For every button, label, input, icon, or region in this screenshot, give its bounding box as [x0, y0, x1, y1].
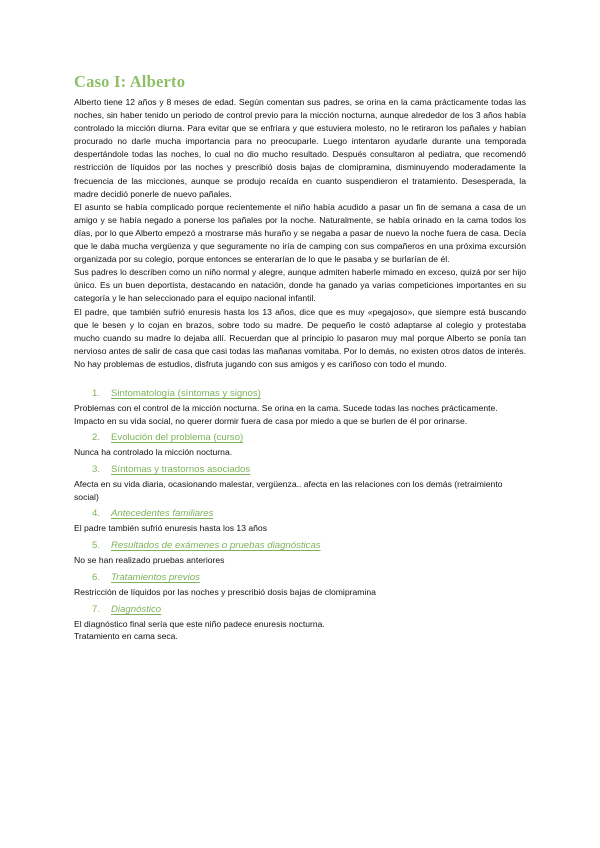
section-line: Nunca ha controlado la micción nocturna.	[74, 447, 233, 458]
paragraph: Sus padres lo describen como un niño normal y alegre, aunque admiten haberle mimado en exceso, quizá por ser hijo único. Es un buen deportista, destacando en natación, donde ha ganado ya varias competiciones importantes en su categoría y le han seleccionado para el equipo nacional infantil.	[74, 267, 526, 304]
section-line: No se han realizado pruebas anteriores	[74, 555, 225, 566]
section-line: Afecta en su vida diaria, ocasionando malestar, vergüenza.. afecta en las relaciones con los demás (retraimiento social)	[74, 479, 503, 502]
section-number: 5.	[91, 540, 100, 552]
case-title: Caso I: Alberto	[74, 72, 186, 91]
section-title: Síntomas y trastornos asociados	[111, 464, 251, 476]
section-number: 3.	[91, 464, 100, 476]
section-line: Problemas con el control de la micción nocturna. Se orina en la cama. Sucede todas las noches prácticamente.	[74, 402, 498, 413]
paragraph: El padre, que también sufrió enuresis hasta los 13 años, dice que es muy «pegajoso», que siempre está buscando que le besen y lo cojan en brazos, sobre todo su madre. De pequeño le costó adaptarse al colegio y protestaba mucho cuando su madre lo dejaba allí. Recuerdan que al principio lo pasaron muy mal porque Alberto se ponía tan nervioso antes de salir de casa que casi todas las mañanas vomitaba. Por lo demás, no existen otros datos de interés. No hay problemas de estudios, disfruta jugando con sus amigos y es cariñoso con todo el mundo.	[74, 306, 526, 369]
section-heading	[74, 539, 526, 552]
section-line: El diagnóstico final sería que este niño padece enuresis nocturna.	[74, 618, 325, 629]
paragraph: El asunto se había complicado porque recientemente el niño había acudido a pasar un fin de semana a casa de un amigo y se había negado a ponerse los pañales por la noche. Naturalmente, se había orinado en la cama todos los días, por lo que Alberto empezó a mostrarse más huraño y se negaba a pasar de nuevo la noche fuera de casa. Decía que le daba mucha vergüenza y que seguramente no iría de camping con sus compañeros en una próxima excursión organizada por su colegio, porque entonces se enterarían de lo que le pasaba y se burlarían de él.	[74, 201, 526, 265]
section-heading	[74, 603, 526, 616]
section-line: Impacto en su vida social, no querer dormir fuera de casa por miedo a que se burlen de él por orinarse.	[74, 415, 468, 426]
section-line: El padre también sufrió enuresis hasta los 13 años	[74, 523, 267, 534]
section-line: Restricción de líquidos por las noches y prescribió dosis bajas de clomipramina	[74, 586, 376, 597]
section-number: 4.	[91, 508, 100, 520]
section-title: Resultados de exámenes o pruebas diagnósticas	[111, 540, 321, 552]
section-heading	[74, 431, 526, 444]
section-heading	[74, 463, 526, 476]
section-number: 2.	[91, 432, 100, 444]
section-number: 1.	[91, 387, 100, 399]
section-title: Antecedentes familiares	[111, 508, 214, 520]
section-title: Diagnóstico	[111, 603, 162, 615]
section-number: 6.	[91, 571, 100, 583]
section-number: 7.	[91, 603, 100, 615]
section-title: Evolución del problema (curso)	[111, 432, 244, 444]
paragraph: Alberto tiene 12 años y 8 meses de edad. Según comentan sus padres, se orina en la cama prácticamente todas las noches, sin haber tenido un periodo de control previo para la micción nocturna, aunque alrededor de los 3 años había controlado la micción diurna. Para evitar que se enfriara y que estuviera molesto, no le retiraron los pañales y habían procurado no darle mucha importancia para no preocuparle. Luego intentaron ayudarle durante una temporada despertándole todas las noches, lo cual no dio mucho resultado. Después consultaron al pediatra, que recomendó restricción de líquidos por las noches y prescribió dosis bajas de clomipramina, disminuyendo moderadamente la frecuencia de las micciones, aunque se produjo recaída en cuanto suspendieron el tratamiento. Desesperada, la madre decidió ponerle de nuevo pañales.	[74, 97, 526, 199]
section-heading	[74, 571, 526, 584]
section-title: Sintomatología (síntomas y signos)	[111, 387, 261, 399]
section-title: Tratamientos previos	[111, 571, 200, 583]
section-heading	[74, 507, 526, 520]
section-line: Tratamiento en cama seca.	[74, 631, 178, 642]
case-description	[74, 96, 526, 371]
section-heading	[74, 387, 526, 400]
analysis-sections	[74, 387, 526, 643]
